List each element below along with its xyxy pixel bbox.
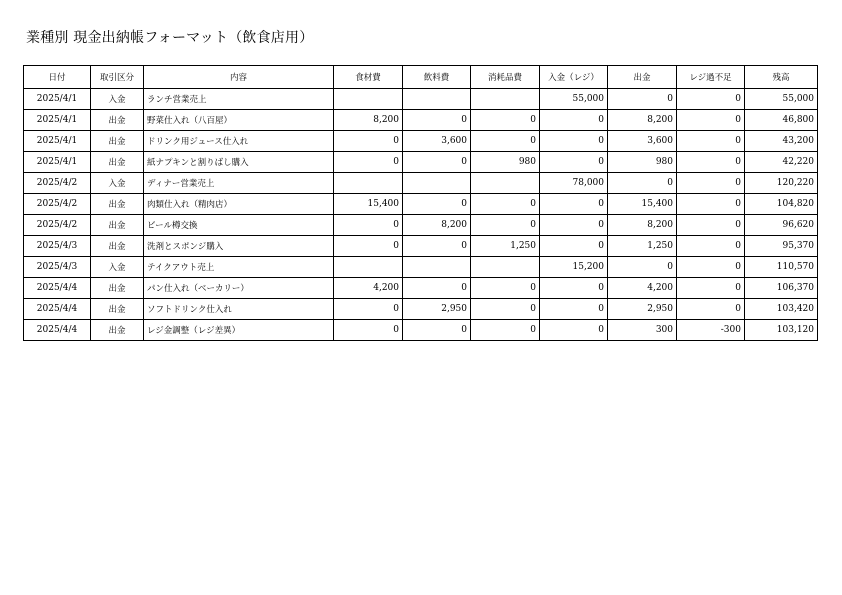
cell-supplies-cost: 0 bbox=[471, 320, 540, 341]
table-row bbox=[24, 236, 818, 257]
table-row bbox=[24, 131, 818, 152]
cell-register-diff: -300 bbox=[677, 320, 745, 341]
cell-balance: 110,570 bbox=[745, 257, 818, 278]
cell-description: ドリンク用ジュース仕入れ bbox=[144, 131, 334, 152]
cell-description: 紙ナプキンと割りばし購入 bbox=[144, 152, 334, 173]
cell-withdrawal: 0 bbox=[608, 257, 677, 278]
cell-deposit: 0 bbox=[540, 215, 608, 236]
cell-drink-cost: 0 bbox=[403, 278, 471, 299]
cell-food-cost bbox=[334, 173, 403, 194]
cell-date: 2025/4/1 bbox=[24, 110, 91, 131]
cell-withdrawal: 3,600 bbox=[608, 131, 677, 152]
cell-withdrawal: 2,950 bbox=[608, 299, 677, 320]
cell-date: 2025/4/4 bbox=[24, 299, 91, 320]
cell-date: 2025/4/1 bbox=[24, 152, 91, 173]
cell-register-diff: 0 bbox=[677, 299, 745, 320]
cell-drink-cost: 2,950 bbox=[403, 299, 471, 320]
table-row bbox=[24, 257, 818, 278]
cell-transaction-type: 入金 bbox=[91, 257, 144, 278]
cell-balance: 96,620 bbox=[745, 215, 818, 236]
cell-balance: 43,200 bbox=[745, 131, 818, 152]
cell-deposit: 0 bbox=[540, 299, 608, 320]
cell-drink-cost: 0 bbox=[403, 236, 471, 257]
cell-food-cost: 4,200 bbox=[334, 278, 403, 299]
cell-description: 肉類仕入れ（精肉店） bbox=[144, 194, 334, 215]
cell-date: 2025/4/2 bbox=[24, 194, 91, 215]
cell-food-cost: 0 bbox=[334, 236, 403, 257]
table-row bbox=[24, 173, 818, 194]
cell-food-cost bbox=[334, 89, 403, 110]
cell-description: ソフトドリンク仕入れ bbox=[144, 299, 334, 320]
cell-deposit: 0 bbox=[540, 152, 608, 173]
cell-deposit: 55,000 bbox=[540, 89, 608, 110]
cell-drink-cost: 8,200 bbox=[403, 215, 471, 236]
cell-description: 洗剤とスポンジ購入 bbox=[144, 236, 334, 257]
cell-register-diff: 0 bbox=[677, 173, 745, 194]
cell-deposit: 15,200 bbox=[540, 257, 608, 278]
cell-register-diff: 0 bbox=[677, 89, 745, 110]
cell-drink-cost: 0 bbox=[403, 320, 471, 341]
cell-register-diff: 0 bbox=[677, 110, 745, 131]
table-header-row bbox=[24, 66, 818, 89]
cash-ledger-table bbox=[23, 65, 818, 341]
cell-date: 2025/4/3 bbox=[24, 236, 91, 257]
cell-register-diff: 0 bbox=[677, 278, 745, 299]
cell-supplies-cost: 0 bbox=[471, 110, 540, 131]
cell-withdrawal: 4,200 bbox=[608, 278, 677, 299]
cell-supplies-cost: 0 bbox=[471, 131, 540, 152]
cell-transaction-type: 出金 bbox=[91, 215, 144, 236]
cell-balance: 46,800 bbox=[745, 110, 818, 131]
cell-withdrawal: 0 bbox=[608, 173, 677, 194]
cell-transaction-type: 入金 bbox=[91, 89, 144, 110]
header-deposit: 入金（レジ） bbox=[540, 66, 608, 89]
header-transaction-type: 取引区分 bbox=[91, 66, 144, 89]
table-body bbox=[24, 89, 818, 341]
header-supplies-cost: 消耗品費 bbox=[471, 66, 540, 89]
cell-food-cost: 8,200 bbox=[334, 110, 403, 131]
cell-food-cost: 0 bbox=[334, 152, 403, 173]
cell-food-cost: 0 bbox=[334, 131, 403, 152]
cell-register-diff: 0 bbox=[677, 257, 745, 278]
cell-balance: 104,820 bbox=[745, 194, 818, 215]
table-row bbox=[24, 110, 818, 131]
cell-deposit: 78,000 bbox=[540, 173, 608, 194]
header-date: 日付 bbox=[24, 66, 91, 89]
cell-drink-cost bbox=[403, 173, 471, 194]
cell-withdrawal: 8,200 bbox=[608, 215, 677, 236]
cell-balance: 106,370 bbox=[745, 278, 818, 299]
header-balance: 残高 bbox=[745, 66, 818, 89]
cell-balance: 42,220 bbox=[745, 152, 818, 173]
cell-register-diff: 0 bbox=[677, 194, 745, 215]
table-row bbox=[24, 194, 818, 215]
cell-supplies-cost: 0 bbox=[471, 299, 540, 320]
cell-balance: 55,000 bbox=[745, 89, 818, 110]
cell-deposit: 0 bbox=[540, 131, 608, 152]
cell-transaction-type: 出金 bbox=[91, 278, 144, 299]
cell-register-diff: 0 bbox=[677, 152, 745, 173]
header-food-cost: 食材費 bbox=[334, 66, 403, 89]
cell-supplies-cost: 0 bbox=[471, 278, 540, 299]
table-row bbox=[24, 152, 818, 173]
cell-register-diff: 0 bbox=[677, 215, 745, 236]
cell-food-cost: 15,400 bbox=[334, 194, 403, 215]
cell-transaction-type: 出金 bbox=[91, 152, 144, 173]
header-register-diff: レジ過不足 bbox=[677, 66, 745, 89]
cell-description: テイクアウト売上 bbox=[144, 257, 334, 278]
cell-date: 2025/4/3 bbox=[24, 257, 91, 278]
cell-drink-cost: 3,600 bbox=[403, 131, 471, 152]
header-withdrawal: 出金 bbox=[608, 66, 677, 89]
cell-drink-cost bbox=[403, 257, 471, 278]
cell-date: 2025/4/2 bbox=[24, 173, 91, 194]
cell-supplies-cost: 0 bbox=[471, 194, 540, 215]
cell-deposit: 0 bbox=[540, 278, 608, 299]
cell-date: 2025/4/4 bbox=[24, 320, 91, 341]
cell-drink-cost: 0 bbox=[403, 110, 471, 131]
cell-description: ディナー営業売上 bbox=[144, 173, 334, 194]
table-row bbox=[24, 215, 818, 236]
table-row bbox=[24, 278, 818, 299]
cell-withdrawal: 15,400 bbox=[608, 194, 677, 215]
cell-supplies-cost: 0 bbox=[471, 215, 540, 236]
cell-description: ビール樽交換 bbox=[144, 215, 334, 236]
cell-balance: 103,120 bbox=[745, 320, 818, 341]
cell-description: レジ金調整（レジ差異） bbox=[144, 320, 334, 341]
cell-description: パン仕入れ（ベーカリー） bbox=[144, 278, 334, 299]
cell-supplies-cost bbox=[471, 257, 540, 278]
cell-withdrawal: 1,250 bbox=[608, 236, 677, 257]
cell-transaction-type: 出金 bbox=[91, 236, 144, 257]
cell-supplies-cost bbox=[471, 89, 540, 110]
cell-food-cost: 0 bbox=[334, 215, 403, 236]
cell-date: 2025/4/1 bbox=[24, 89, 91, 110]
cell-description: ランチ営業売上 bbox=[144, 89, 334, 110]
cell-food-cost bbox=[334, 257, 403, 278]
table-row bbox=[24, 89, 818, 110]
cell-balance: 120,220 bbox=[745, 173, 818, 194]
table-row bbox=[24, 299, 818, 320]
cell-date: 2025/4/2 bbox=[24, 215, 91, 236]
cell-food-cost: 0 bbox=[334, 320, 403, 341]
cell-transaction-type: 入金 bbox=[91, 173, 144, 194]
cell-register-diff: 0 bbox=[677, 236, 745, 257]
cell-food-cost: 0 bbox=[334, 299, 403, 320]
cell-deposit: 0 bbox=[540, 236, 608, 257]
cell-description: 野菜仕入れ（八百屋） bbox=[144, 110, 334, 131]
cell-transaction-type: 出金 bbox=[91, 320, 144, 341]
table-row bbox=[24, 320, 818, 341]
cell-withdrawal: 0 bbox=[608, 89, 677, 110]
cell-balance: 103,420 bbox=[745, 299, 818, 320]
cell-transaction-type: 出金 bbox=[91, 110, 144, 131]
header-description: 内容 bbox=[144, 66, 334, 89]
cell-deposit: 0 bbox=[540, 320, 608, 341]
cell-supplies-cost bbox=[471, 173, 540, 194]
cell-withdrawal: 8,200 bbox=[608, 110, 677, 131]
cell-withdrawal: 980 bbox=[608, 152, 677, 173]
cell-date: 2025/4/4 bbox=[24, 278, 91, 299]
cell-supplies-cost: 980 bbox=[471, 152, 540, 173]
cell-drink-cost: 0 bbox=[403, 152, 471, 173]
cell-drink-cost bbox=[403, 89, 471, 110]
cell-register-diff: 0 bbox=[677, 131, 745, 152]
cell-deposit: 0 bbox=[540, 110, 608, 131]
cell-transaction-type: 出金 bbox=[91, 194, 144, 215]
cell-transaction-type: 出金 bbox=[91, 131, 144, 152]
header-drink-cost: 飲料費 bbox=[403, 66, 471, 89]
cell-date: 2025/4/1 bbox=[24, 131, 91, 152]
page-title: 業種別 現金出納帳フォーマット（飲食店用） bbox=[26, 30, 314, 46]
cell-supplies-cost: 1,250 bbox=[471, 236, 540, 257]
cell-balance: 95,370 bbox=[745, 236, 818, 257]
cell-withdrawal: 300 bbox=[608, 320, 677, 341]
cell-drink-cost: 0 bbox=[403, 194, 471, 215]
cell-transaction-type: 出金 bbox=[91, 299, 144, 320]
cell-deposit: 0 bbox=[540, 194, 608, 215]
